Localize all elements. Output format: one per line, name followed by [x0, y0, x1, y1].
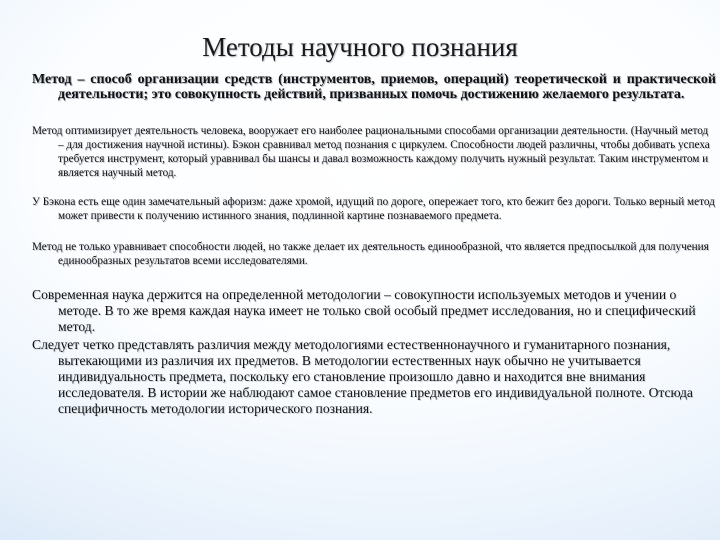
slide-title: Методы научного познания — [202, 32, 518, 62]
bacon-aphorism-paragraph: У Бэкона есть еще один замечательный афоризм: даже хромой, идущий по дороге, опережает того, кто бежит без дороги. Только верный метод может привести к получению истинного знания, подлинной картине познаваемого предмета. — [32, 196, 715, 222]
modern-science-paragraph: Современная наука держится на определенной методологии – совокупности используемых методов и учении о методе. В то же время каждая наука имеет не только свой особый предмет исследования, но и специфический метод. — [32, 287, 696, 334]
method-uniformity-paragraph: Метод не только уравнивает способности людей, но также делает их деятельность единообразной, что является предпосылкой для получения единообразных результатов всеми исследователями. — [32, 241, 709, 267]
method-definition-paragraph: Метод – способ организации средств (инструментов, приемов, операций) теоретической и практической деятельности; это совокупность действий, призванных помочь достижению желаемого результата. — [32, 72, 716, 102]
bacon-compass-paragraph: Метод оптимизирует деятельность человека, вооружает его наиболее рациональными способами организации деятельности. (Научный метод – для достижения научной истины). Бэкон сравнивал метод познания с циркулем. Способности людей различны, чтобы добивать успеха требуется инструмент, который уравнивал бы шансы и давал возможность каждому получить нужный результат. Таким инструментом и является научный метод. — [32, 125, 710, 179]
methodology-differences-paragraph: Следует четко представлять различия между методологиями естественнонаучного и гуманитарного познания, вытекающими из различия их предметов. В методологии естественных наук обычно не учитывается индивидуальность предмета, поскольку его становление произошло давно и находится вне внимания исследователя. В истории же наблюдают самое становление предметов его индивидуальной полноте. Отсюда специфичность методологии исторического познания. — [32, 337, 693, 416]
